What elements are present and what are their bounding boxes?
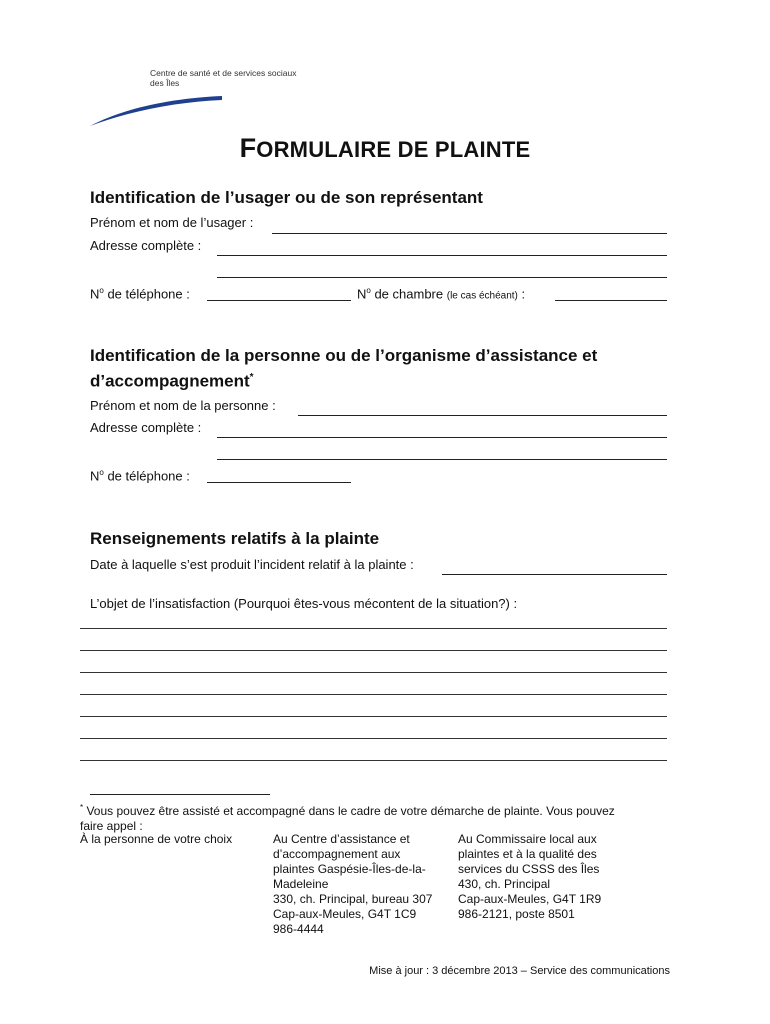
user-address-field-line2[interactable] [217, 277, 667, 278]
organization-name-line1: Centre de santé et de services sociaux [150, 68, 297, 78]
dissatisfaction-line-7[interactable] [80, 760, 667, 761]
person-name-field[interactable] [298, 415, 667, 416]
person-name-label: Prénom et nom de la personne : [90, 398, 276, 413]
dissatisfaction-line-4[interactable] [80, 694, 667, 695]
person-address-label: Adresse complète : [90, 420, 202, 435]
option-local-commissioner: Au Commissaire local aux plaintes et à la qualité des services du CSSS des Îles 430, ch. Principal Cap-aux-Meules, G4T 1R9 986-2121, poste 8501 [458, 832, 602, 921]
person-phone-field[interactable] [207, 482, 351, 483]
room-number-field[interactable] [555, 300, 667, 301]
option-assistance-centre: Au Centre d’assistance et d’accompagnement aux plaintes Gaspésie-Îles-de-la- Madeleine 330, ch. Principal, bureau 307 Cap-aux-Meules, G4T 1C9 986-4444 [273, 832, 433, 936]
logo-swoosh-icon [88, 90, 228, 128]
user-phone-label: $N^o$ de téléphone : [90, 286, 190, 302]
dissatisfaction-line-2[interactable] [80, 650, 667, 651]
incident-date-label: Date à laquelle s’est produit l’incident relatif à la plainte : [90, 557, 414, 572]
user-phone-field[interactable] [207, 300, 351, 301]
section-assistance-heading: Identification de la personne ou de l’organisme d’assistance et d’accompagnement* [90, 346, 598, 391]
dissatisfaction-object-label: L’objet de l’insatisfaction (Pourquoi êtes-vous mécontent de la situation?) : [90, 596, 518, 611]
person-address-field-line2[interactable] [217, 459, 667, 460]
footnote-text: * Vous pouvez être assisté et accompagné dans le cadre de votre démarche de plainte. Vous pouvez faire appel : [80, 803, 615, 833]
user-name-label: Prénom et nom de l’usager : [90, 215, 254, 230]
user-address-field-line1[interactable] [217, 255, 667, 256]
option-personal-choice: À la personne de votre choix [80, 832, 233, 846]
organization-name-line2: des Îles [150, 78, 180, 88]
incident-date-field[interactable] [442, 574, 667, 575]
dissatisfaction-line-3[interactable] [80, 672, 667, 673]
dissatisfaction-line-1[interactable] [80, 628, 667, 629]
user-address-label: Adresse complète : [90, 238, 202, 253]
person-address-field-line1[interactable] [217, 437, 667, 438]
section-user-heading: Identification de l’usager ou de son représentant [90, 188, 483, 207]
page-title: FORMULAIRE DE PLAINTE [239, 133, 531, 163]
dissatisfaction-line-5[interactable] [80, 716, 667, 717]
update-footer: Mise à jour : 3 décembre 2013 – Service des communications [369, 965, 670, 977]
room-number-label: $N^o$ de chambre (le cas échéant) : [357, 286, 526, 302]
section-complaint-heading: Renseignements relatifs à la plainte [90, 529, 380, 548]
footnote-separator [90, 794, 270, 795]
organization-name [150, 68, 296, 88]
dissatisfaction-line-6[interactable] [80, 738, 667, 739]
user-name-field[interactable] [272, 233, 667, 234]
person-phone-label: $N^o$ de téléphone : [90, 468, 190, 484]
